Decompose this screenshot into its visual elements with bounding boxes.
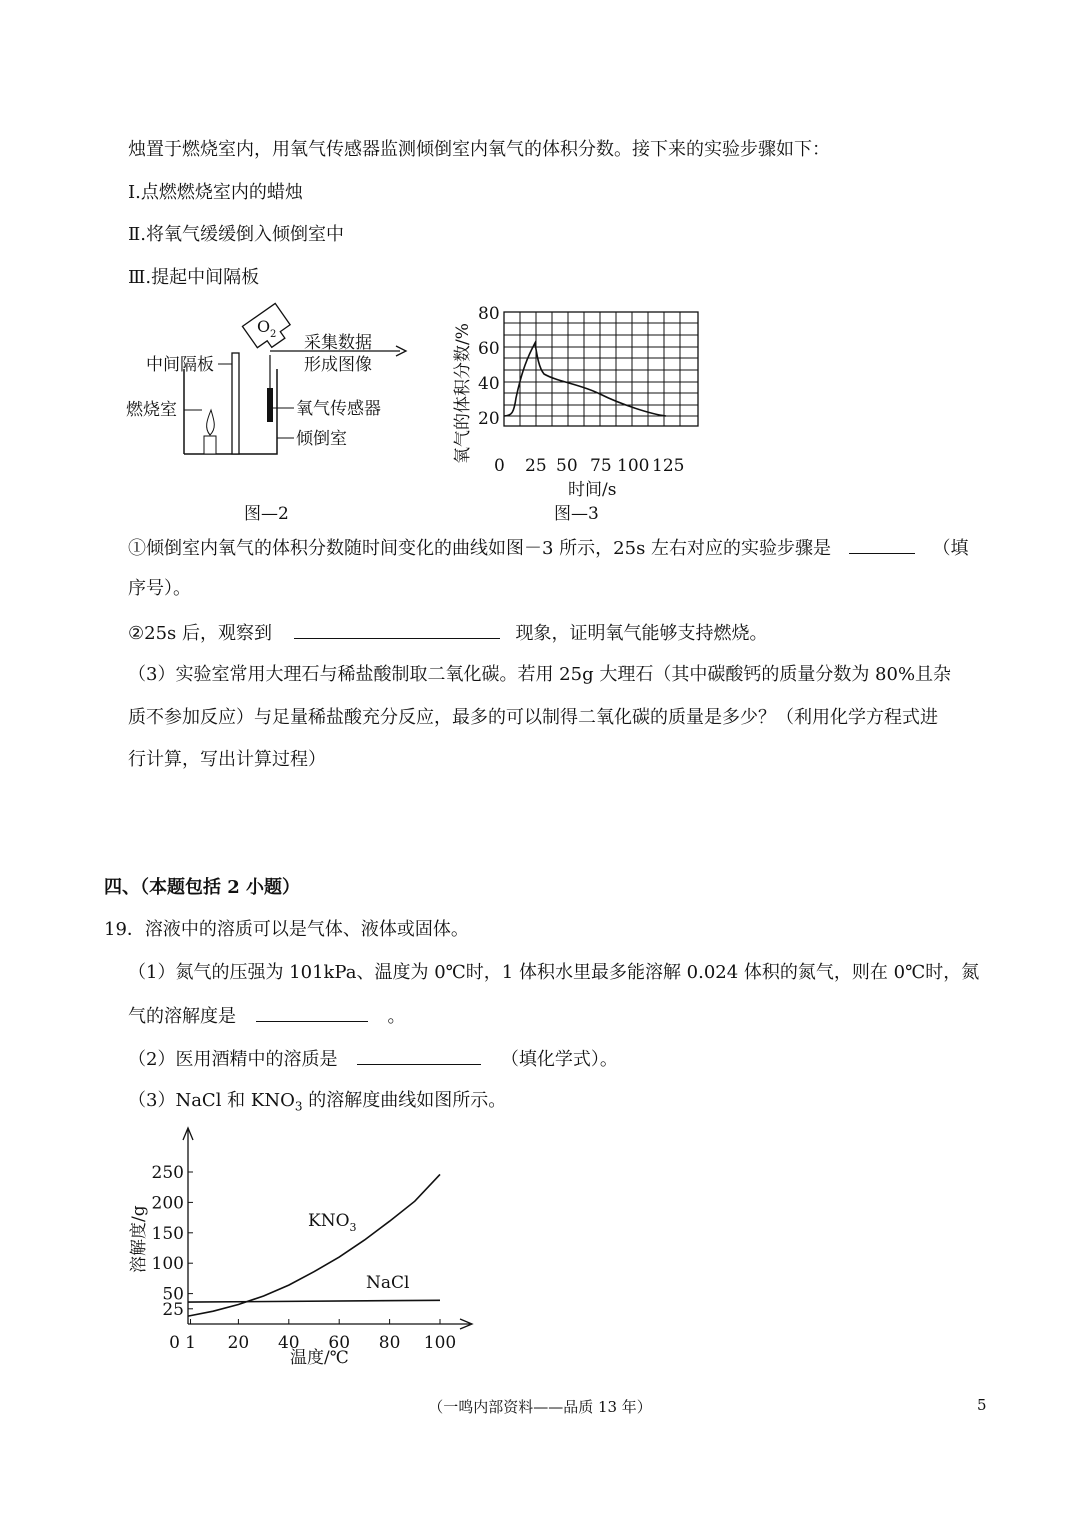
question-1-text: ①倾倒室内氧气的体积分数随时间变化的曲线如图－3 所示，25s 左右对应的实验步骤是 xyxy=(128,538,832,559)
page-number: 5 xyxy=(977,1396,987,1414)
y-tick-60: 60 xyxy=(478,339,500,359)
question-19-2-text: （2）医用酒精中的溶质是 xyxy=(128,1049,338,1070)
container-outline xyxy=(184,369,277,454)
x-tick-0: 0 xyxy=(494,456,505,476)
question-2-tail: 现象，证明氧气能够支持燃烧。 xyxy=(515,623,768,644)
x-tick-label: 20 xyxy=(227,1333,250,1353)
step-2: Ⅱ.将氧气缓缓倒入倾倒室中 xyxy=(128,224,344,245)
y-tick-label: 200 xyxy=(151,1193,184,1214)
middle-partition xyxy=(232,353,239,454)
collect-label-2: 形成图像 xyxy=(304,355,372,375)
burn-room-label: 燃烧室 xyxy=(126,400,177,420)
intro-line: 烛置于燃烧室内，用氧气传感器监测倾倒室内氧气的体积分数。接下来的实验步骤如下： xyxy=(128,139,830,160)
x-tick-label: 60 xyxy=(328,1333,351,1353)
sensor-label: 氧气传感器 xyxy=(296,399,381,419)
question-19-2-tail: （填化学式）。 xyxy=(500,1049,618,1070)
question-3-line-1: （3）实验室常用大理石与稀盐酸制取二氧化碳。若用 25g 大理石（其中碳酸钙的质量分数为 80%且杂 xyxy=(128,664,952,685)
series-nacl-label: NaCl xyxy=(366,1273,410,1293)
question-19: 19．溶液中的溶质可以是气体、液体或固体。 xyxy=(104,919,469,940)
x-tick-label: 80 xyxy=(378,1333,401,1353)
question-19-1-line-1: （1）氮气的压强为 101kPa、温度为 0℃时，1 体积水里最多能溶解 0.024 体积的氮气，则在 0℃时，氮 xyxy=(128,962,980,983)
question-3-line-3: 行计算，写出计算过程） xyxy=(128,749,326,770)
series-kno3-label: $KNO_3$ xyxy=(308,1211,357,1234)
x-tick-label: 0 xyxy=(169,1333,180,1353)
question-19-3-tail: 的溶解度曲线如图所示。 xyxy=(302,1090,507,1111)
question-1-line xyxy=(128,535,969,561)
page-footer: （一鸣内部资料——品质 13 年） xyxy=(428,1398,652,1416)
x-tick-25: 25 xyxy=(525,456,547,476)
series-kno3-line xyxy=(188,1174,440,1316)
solubility-x-label: 温度/℃ xyxy=(290,1348,349,1368)
kno3-subscript: 3 xyxy=(294,1099,303,1114)
graph-grid xyxy=(504,312,698,426)
figure-3-caption: 图—3 xyxy=(554,504,599,524)
x-tick-label: 100 xyxy=(423,1333,457,1353)
collect-label-1: 采集数据 xyxy=(304,333,372,353)
question-19-2-line xyxy=(128,1046,618,1072)
series-label-subscript: 3 xyxy=(349,1221,357,1234)
y-tick-label: 100 xyxy=(151,1254,184,1275)
partition-label: 中间隔板 xyxy=(146,355,214,375)
x-tick-125: 125 xyxy=(652,456,685,476)
oxygen-sensor xyxy=(267,388,273,422)
answer-blank-1[interactable] xyxy=(849,535,915,554)
y-tick-label: 50 xyxy=(162,1284,184,1305)
figure-3-graph xyxy=(440,298,730,530)
y-tick-80: 80 xyxy=(478,304,500,324)
solubility-chart xyxy=(118,1120,498,1370)
o2-subscript: 2 xyxy=(270,329,277,340)
candle-flame xyxy=(207,410,215,435)
o2-label: O xyxy=(257,317,271,336)
question-2-line xyxy=(128,620,767,646)
x-tick-label: 1 xyxy=(185,1333,196,1353)
y-axis-label: 氧气的体积分数/% xyxy=(453,323,473,464)
y-tick-label: 25 xyxy=(162,1299,184,1320)
y-tick-label: 150 xyxy=(151,1223,184,1244)
x-tick-75: 75 xyxy=(590,456,612,476)
figure-2-caption: 图—2 xyxy=(244,504,289,524)
question-1-cont: 序号）。 xyxy=(128,578,191,599)
question-19-1-text: 气的溶解度是 xyxy=(128,1006,236,1027)
y-tick-label: 250 xyxy=(151,1163,184,1183)
question-1-fill: （填 xyxy=(932,538,969,559)
question-19-1-line-2 xyxy=(128,1003,405,1029)
answer-blank-4[interactable] xyxy=(357,1046,481,1065)
y-tick-20: 20 xyxy=(478,409,500,429)
x-tick-100: 100 xyxy=(617,456,650,476)
step-3: Ⅲ.提起中间隔板 xyxy=(128,267,260,288)
question-19-1-end: 。 xyxy=(387,1006,406,1027)
pour-room-label: 倾倒室 xyxy=(296,429,347,449)
x-axis-label: 时间/s xyxy=(568,480,617,500)
question-3-line-2: 质不参加反应）与足量稀盐酸充分反应，最多的可以制得二氧化碳的质量是多少？（利用化学方程式进 xyxy=(128,707,938,728)
solubility-y-label: 溶解度/g xyxy=(129,1205,149,1273)
candle xyxy=(204,436,216,454)
answer-blank-2[interactable] xyxy=(294,620,500,639)
series-nacl-line xyxy=(188,1300,440,1302)
answer-blank-3[interactable] xyxy=(256,1003,368,1022)
question-19-3-text: （3）NaCl 和 KNO xyxy=(128,1090,295,1111)
x-tick-label: 40 xyxy=(277,1333,300,1353)
section-4-heading: 四、（本题包括 2 小题） xyxy=(104,877,301,898)
figure-2-apparatus xyxy=(118,298,418,530)
question-19-3-line xyxy=(128,1089,506,1119)
y-tick-40: 40 xyxy=(478,374,500,394)
x-tick-50: 50 xyxy=(556,456,578,476)
step-1: Ⅰ.点燃燃烧室内的蜡烛 xyxy=(128,182,303,203)
question-2-text: ②25s 后，观察到 xyxy=(128,623,272,644)
